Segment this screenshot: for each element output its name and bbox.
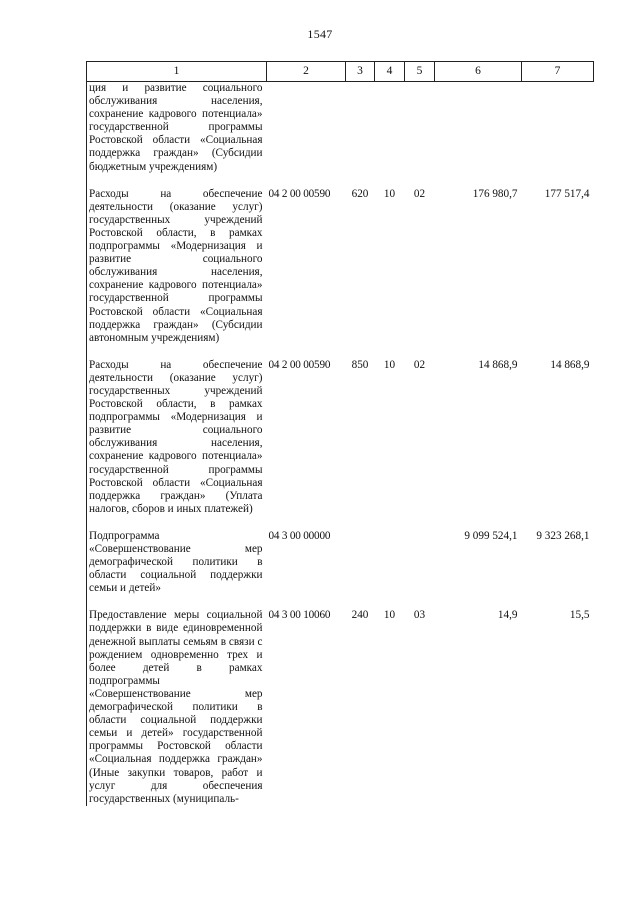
row-col5: 02 <box>413 358 426 371</box>
budget-table <box>86 61 594 806</box>
column-header: 4 <box>375 62 405 82</box>
row-col3: 620 <box>351 187 369 200</box>
row-code: 04 3 00 10060 <box>268 609 331 622</box>
page-number: 1547 <box>307 27 333 41</box>
row-amount-1: 14,9 <box>497 609 518 622</box>
row-description: ция и развитие социального обслуживания населения, сохранение кадрового потенциала» государственной программы Ростовской области «Социальная поддержка граждан» (Субсидии бюджетным учреждениям) <box>87 82 267 188</box>
row-col3 <box>346 530 375 609</box>
row-amount-2: 177 517,4 <box>544 187 590 200</box>
row-col3: 240 <box>351 609 369 622</box>
column-header: 5 <box>405 62 435 82</box>
row-description: Предоставление меры социальной поддержки в виде единовременной денежной выплаты семьям в связи с рождением одновременно трех и более детей в рамках подпрограммы «Совершенствование мер демографической политики в области социальной поддержки семьи и детей» государственной программы Ростовской области «Социальная поддержка граждан» (Иные закупки товаров, работ и услуг для обеспечения государственных (муниципаль- <box>87 609 267 805</box>
table-row <box>87 188 594 359</box>
row-code: 04 3 00 00000 <box>268 529 331 542</box>
row-col4: 10 <box>383 358 396 371</box>
row-amount-2: 9 323 268,1 <box>536 529 590 542</box>
row-amount-1 <box>435 82 522 188</box>
row-amount-2 <box>522 82 594 188</box>
row-col4: 10 <box>383 609 396 622</box>
column-header: 2 <box>267 62 346 82</box>
row-col5 <box>405 82 435 188</box>
column-header: 7 <box>522 62 594 82</box>
row-description: Расходы на обеспечение деятельности (оказание услуг) государственных учреждений Ростовской области, в рамках подпрограммы «Модернизация и развитие социального обслуживания населения, сохранение кадрового потенциала» государственной программы Ростовской области «Социальная поддержка граждан» (Субсидии автономным учреждениям) <box>87 188 267 359</box>
table-row <box>87 609 594 805</box>
row-code: 04 2 00 00590 <box>268 358 331 371</box>
row-col3 <box>346 82 375 188</box>
row-code: 04 2 00 00590 <box>268 187 331 200</box>
row-description: Подпрограмма «Совершенствование мер демографической политики в области социальной поддержки семьи и детей» <box>87 530 267 609</box>
row-col4: 10 <box>383 187 396 200</box>
row-col5 <box>405 530 435 609</box>
row-code <box>267 82 346 188</box>
column-header: 3 <box>346 62 375 82</box>
row-amount-1: 14 868,9 <box>478 358 518 371</box>
row-description: Расходы на обеспечение деятельности (оказание услуг) государственных учреждений Ростовской области, в рамках подпрограммы «Модернизация и развитие социального обслуживания населения, сохранение кадрового потенциала» государственной программы Ростовской области «Социальная поддержка граждан» (Уплата налогов, сборов и иных платежей) <box>87 359 267 530</box>
row-amount-2: 15,5 <box>569 609 590 622</box>
row-amount-1: 176 980,7 <box>472 187 518 200</box>
column-header: 6 <box>435 62 522 82</box>
row-amount-1: 9 099 524,1 <box>464 529 518 542</box>
table-row <box>87 359 594 530</box>
row-col4 <box>375 530 405 609</box>
row-col5: 02 <box>413 187 426 200</box>
table-row <box>87 530 594 609</box>
row-col5: 03 <box>413 609 426 622</box>
row-col3: 850 <box>351 358 369 371</box>
column-header: 1 <box>87 62 267 82</box>
row-amount-2: 14 868,9 <box>550 358 590 371</box>
row-col4 <box>375 82 405 188</box>
table-header-row <box>87 62 594 82</box>
table-row <box>87 82 594 188</box>
